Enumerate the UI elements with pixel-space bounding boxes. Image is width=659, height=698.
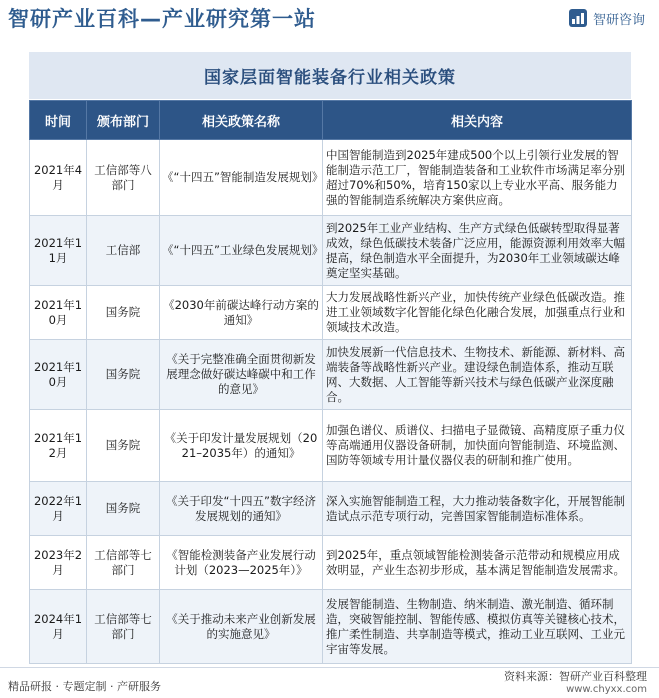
- page-footer: [0, 667, 659, 698]
- cell-department: 工信部等八部门: [87, 140, 160, 216]
- table-row: [30, 590, 632, 664]
- cell-time: 2021年10月: [30, 340, 87, 410]
- cell-department: 国务院: [87, 410, 160, 482]
- cell-time: 2021年10月: [30, 286, 87, 340]
- cell-content: 深入实施智能制造工程，大力推动装备数字化，开展智能制造试点示范专项行动，完善国家智能制造标准体系。: [323, 482, 632, 536]
- cell-policy-name: 《“十四五”工业绿色发展规划》: [160, 216, 323, 286]
- table-row: [30, 536, 632, 590]
- cell-policy-name: 《关于推动未来产业创新发展的实施意见》: [160, 590, 323, 664]
- table-title: 国家层面智能装备行业相关政策: [204, 68, 456, 88]
- cell-content: 中国智能制造到2025年建成500个以上引领行业发展的智能制造示范工厂，智能制造装备和工业软件市场满足率分别超过70%和50%，培育150家以上专业水平高、服务能力强的智能制造系统解决方案供应商。: [323, 140, 632, 216]
- policy-table: [29, 100, 632, 664]
- cell-policy-name: 《关于完整准确全面贯彻新发展理念做好碳达峰碳中和工作的意见》: [160, 340, 323, 410]
- column-header-content: 相关内容: [323, 101, 632, 140]
- cell-department: 工信部等七部门: [87, 536, 160, 590]
- cell-content: 大力发展战略性新兴产业，加快传统产业绿色低碳改造。推进工业领域数字化智能化绿色化融合发展，加强重点行业和领域技术改造。: [323, 286, 632, 340]
- site-header: [0, 0, 659, 34]
- cell-time: 2023年2月: [30, 536, 87, 590]
- table-row: [30, 410, 632, 482]
- table-row: [30, 482, 632, 536]
- table-row: [30, 216, 632, 286]
- table-header-row: [30, 101, 632, 140]
- zhiyan-logo-icon: [568, 8, 588, 28]
- column-header-time: 时间: [30, 101, 87, 140]
- cell-policy-name: 《关于印发“十四五”数字经济发展规划的通知》: [160, 482, 323, 536]
- brand-name: 智研咨询: [592, 12, 645, 28]
- cell-content: 到2025年工业产业结构、生产方式绿色低碳转型取得显著成效，绿色低碳技术装备广泛应用，能源资源利用效率大幅提高，绿色制造水平全面提升，为2030年工业领域碳达峰奠定坚实基础。: [323, 216, 632, 286]
- table-row: [30, 340, 632, 410]
- cell-policy-name: 《智能检测装备产业发展行动计划（2023—2025年）》: [160, 536, 323, 590]
- cell-content: 加强色谱仪、质谱仪、扫描电子显微镜、高精度原子重力仪等高端通用仪器设备研制，加快面向智能制造、环境监测、国防等领域专用计量仪器仪表的研制和推广使用。: [323, 410, 632, 482]
- table-title-band: [29, 52, 631, 99]
- cell-department: 工信部: [87, 216, 160, 286]
- cell-content: 到2025年，重点领域智能检测装备示范带动和规模应用成效明显，产业生态初步形成，基本满足智能制造发展需求。: [323, 536, 632, 590]
- cell-policy-name: 《关于印发计量发展规划（2021–2035年）的通知》: [160, 410, 323, 482]
- column-header-department: 颁布部门: [87, 101, 160, 140]
- cell-content: 加快发展新一代信息技术、生物技术、新能源、新材料、高端装备等战略性新兴产业。建设绿色制造体系，推动互联网、大数据、人工智能等新兴技术与绿色低碳产业深度融合。: [323, 340, 632, 410]
- cell-content: 发展智能制造、生物制造、纳米制造、激光制造、循环制造，突破智能控制、智能传感、模拟仿真等关键核心技术，推广柔性制造、共享制造等模式，推动工业互联网、工业元宇宙等发展。: [323, 590, 632, 664]
- cell-time: 2021年11月: [30, 216, 87, 286]
- cell-time: 2024年1月: [30, 590, 87, 664]
- site-title: 智研产业百科—产业研究第一站: [8, 7, 316, 31]
- cell-department: 工信部等七部门: [87, 590, 160, 664]
- table-row: [30, 286, 632, 340]
- cell-policy-name: 《2030年前碳达峰行动方案的通知》: [160, 286, 323, 340]
- cell-department: 国务院: [87, 286, 160, 340]
- cell-policy-name: 《“十四五”智能制造发展规划》: [160, 140, 323, 216]
- table-row: [30, 140, 632, 216]
- footer-source: 资料来源：智研产业百科整理: [504, 670, 647, 683]
- cell-department: 国务院: [87, 340, 160, 410]
- cell-department: 国务院: [87, 482, 160, 536]
- footer-tagline: 精品研报 · 专题定制 · 产研服务: [8, 680, 161, 693]
- cell-time: 2021年4月: [30, 140, 87, 216]
- cell-time: 2022年1月: [30, 482, 87, 536]
- footer-url[interactable]: www.chyxx.com: [566, 684, 647, 695]
- column-header-policy-name: 相关政策名称: [160, 101, 323, 140]
- cell-time: 2021年12月: [30, 410, 87, 482]
- brand[interactable]: [568, 8, 645, 28]
